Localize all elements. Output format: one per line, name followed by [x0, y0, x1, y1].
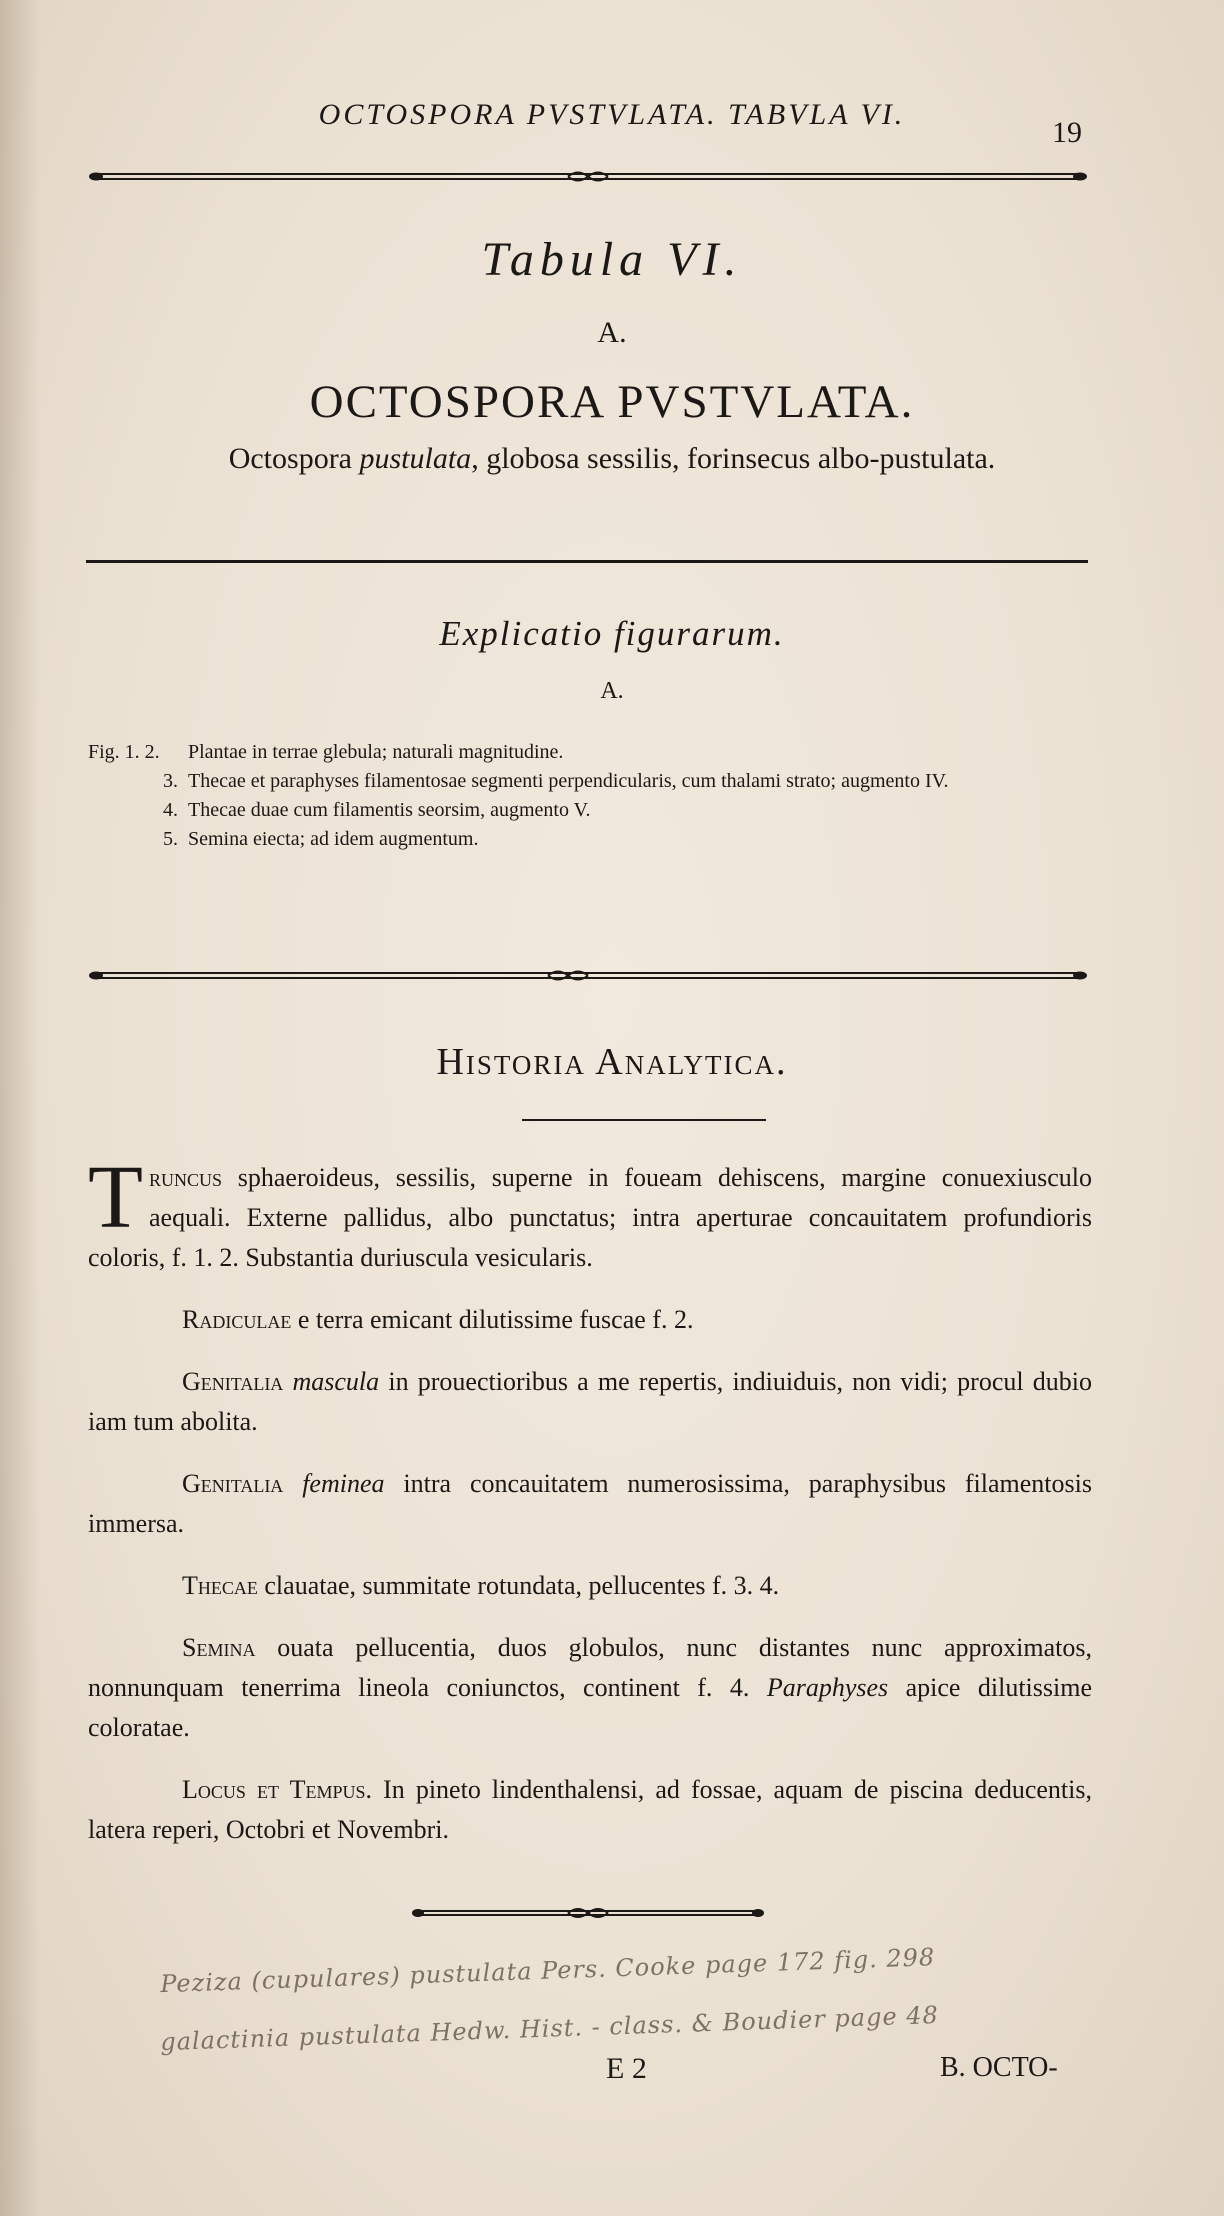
catchword: B. OCTO- — [940, 2052, 1058, 2083]
figure-number: 3. — [163, 770, 178, 792]
paragraph-text: In pineto lindenthalensi, ad fossae, aquam de piscina deducentis, latera reperi, Octobri et Novembri. — [88, 1775, 1092, 1844]
lead-word: Genitalia — [182, 1469, 284, 1498]
signature-mark: E 2 — [606, 2052, 647, 2085]
paragraph-tail: apice dilutissime coloratae. — [88, 1673, 1092, 1742]
figure-number: Fig. 1. 2. — [88, 741, 160, 763]
running-title: OCTOSPORA PVSTVLATA. TABVLA VI. — [318, 98, 906, 131]
lead-word: runcus — [148, 1163, 223, 1192]
description-prefix: Octospora — [228, 442, 352, 475]
divider-rule — [86, 560, 1088, 563]
paragraph-text: e terra emicant dilutissime fuscae f. 2. — [291, 1305, 694, 1334]
lead-word: Radiculae — [182, 1305, 292, 1334]
paragraph-genitalia-feminea — [88, 1464, 1092, 1544]
figure-list — [88, 738, 1092, 854]
handwritten-note-line1: Peziza (cupulares) pustulata Pers. Cooke page 172 fig. 298 — [159, 1943, 936, 1999]
paragraph-text: ouata pellucentia, duos globulos, nunc distantes nunc approximatos, nonnunquam tenerrima lineola coniunctos, continent f. 4. — [88, 1633, 1092, 1702]
ornamental-rule-middle — [88, 966, 1088, 986]
historia-heading: Historia Analytica. — [436, 1041, 788, 1083]
paragraph-locus-tempus — [88, 1770, 1092, 1850]
paragraph-text: sphaeroideus, sessilis, superne in foueam dehiscens, margine conuexiusculo aequali. Externe pallidus, albo punctatus; intra aperturae concauitatem profundioris coloris, f. 1. 2. Substantia duriuscula vesicularis. — [88, 1163, 1092, 1272]
paragraph-text: in prouectioribus a me repertis, indiuiduis, non vidi; procul dubio iam tum abolita. — [88, 1367, 1092, 1436]
figure-text: Thecae et paraphyses filamentosae segmenti perpendicularis, cum thalami strato; augmento IV. — [188, 770, 949, 792]
short-rule — [522, 1119, 766, 1121]
species-title: OCTOSPORA PVSTVLATA. — [309, 376, 915, 428]
paragraph-genitalia-mascula — [88, 1362, 1092, 1442]
figure-text: Thecae duae cum filamentis seorsim, augmento V. — [188, 799, 591, 821]
drop-cap: T — [88, 1148, 143, 1247]
figure-number: 5. — [163, 828, 178, 850]
handwritten-note-line2: galactinia pustulata Hedw. Hist. - class. & Boudier page 48 — [159, 2000, 940, 2057]
figure-entry — [88, 796, 1092, 825]
lead-word: Locus et Tempus. — [182, 1775, 372, 1804]
explicatio-heading: Explicatio figurarum. — [439, 614, 785, 653]
lead-word: Semina — [182, 1633, 256, 1662]
ornamental-rule-end — [412, 1904, 764, 1922]
explicatio-letter: A. — [600, 678, 624, 704]
paragraph-text: intra concauitatem numerosissima, paraphysibus filamentosis immersa. — [88, 1469, 1092, 1538]
paragraph-semina — [88, 1628, 1092, 1748]
italic-term: feminea — [302, 1469, 385, 1498]
lead-word: Genitalia — [182, 1367, 284, 1396]
lead-word: Thecae — [182, 1571, 258, 1600]
italic-term: mascula — [292, 1367, 380, 1396]
description-epithet: pustulata — [359, 442, 472, 475]
figure-entry — [88, 825, 1092, 854]
paragraph-truncus — [88, 1148, 1092, 1278]
figure-text: Plantae in terrae glebula; naturali magnitudine. — [188, 741, 564, 763]
species-description — [0, 442, 1224, 476]
ornamental-rule-top — [88, 167, 1088, 187]
paragraph-radiculae — [88, 1300, 1092, 1340]
description-suffix: , globosa sessilis, forinsecus albo-pustulata. — [471, 442, 996, 475]
plate-label: Tabula VI. — [481, 233, 743, 286]
paragraph-text: clauatae, summitate rotundata, pellucentes f. 3. 4. — [257, 1571, 780, 1600]
figure-entry — [88, 767, 1092, 796]
historia-body — [88, 1148, 1092, 1872]
italic-term: Paraphyses — [766, 1673, 889, 1702]
paragraph-thecae — [88, 1566, 1092, 1606]
figure-number: 4. — [163, 799, 178, 821]
figure-entry — [88, 738, 1092, 767]
section-letter: A. — [597, 316, 627, 349]
figure-text: Semina eiecta; ad idem augmentum. — [188, 828, 479, 850]
page-number: 19 — [1052, 116, 1082, 149]
